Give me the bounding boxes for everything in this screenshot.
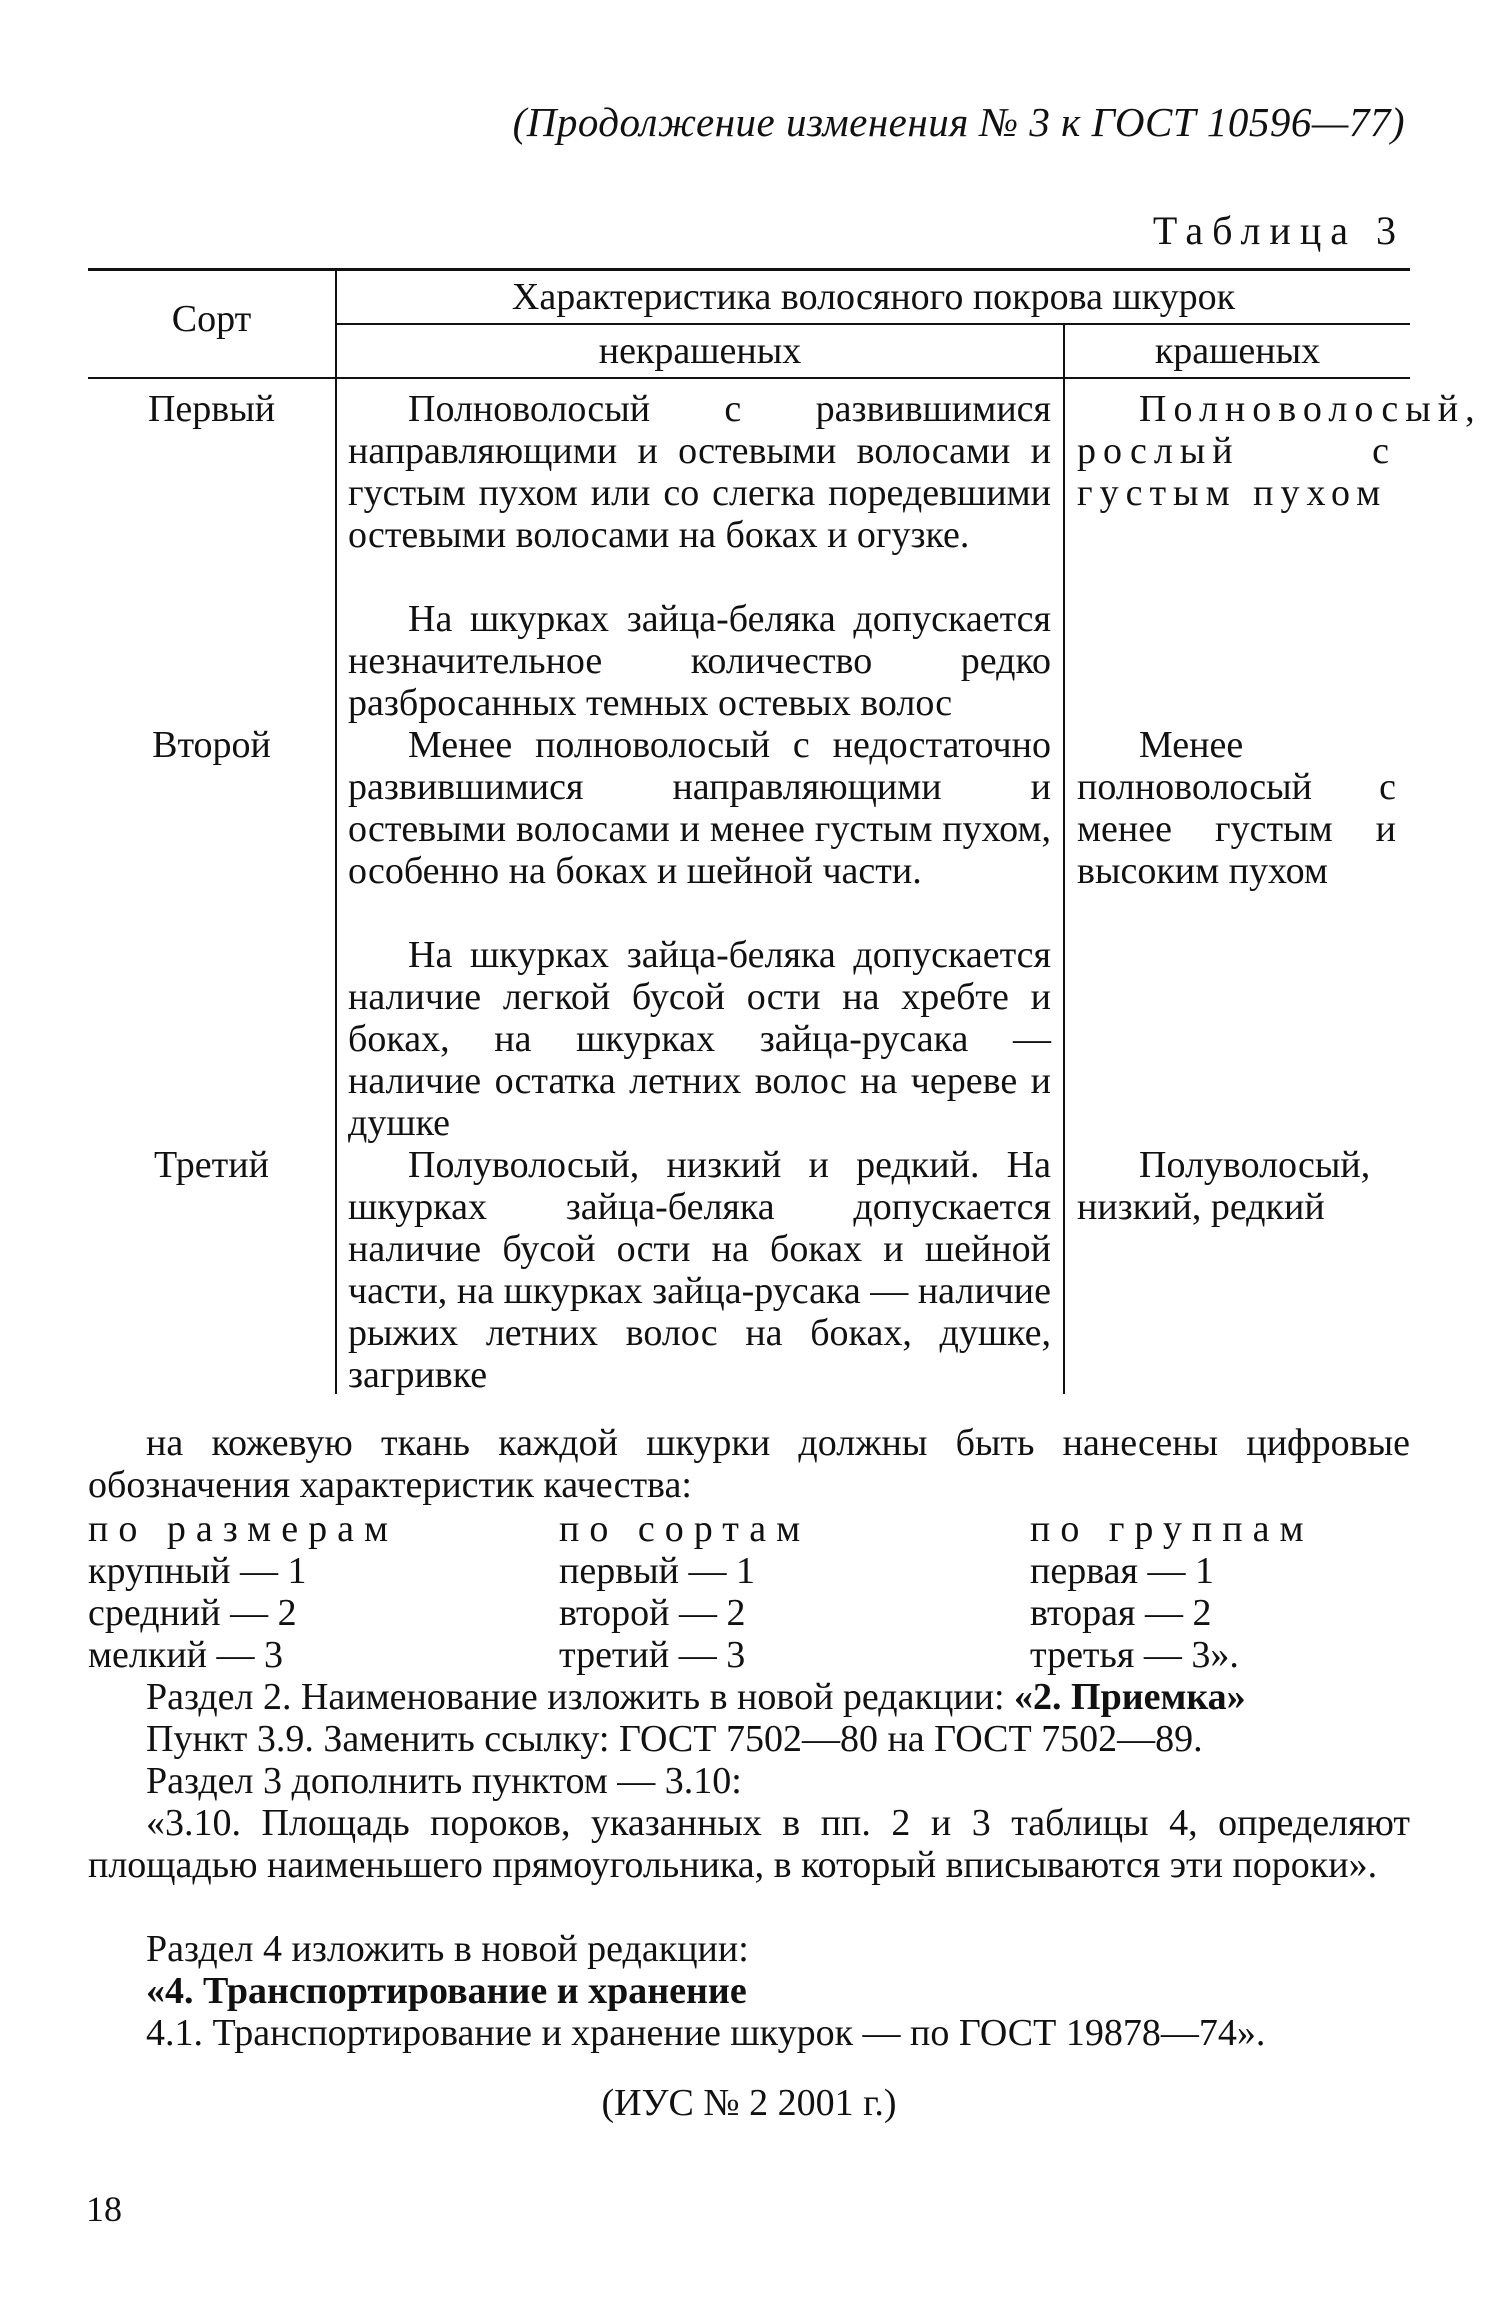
grade-first: Первый (147, 388, 276, 430)
column-divider-2 (1063, 323, 1065, 1394)
marking-grade-item: третий — 3 (559, 1634, 746, 1676)
header-dyed: крашеных (1154, 330, 1321, 372)
marking-grade-item: второй — 2 (559, 1592, 746, 1634)
undyed-second: Менее полноволосый с недостаточно развившимися направляющими и остевыми волосами и менее густым пухом, особенно на боках и шейной части. (348, 724, 1051, 892)
marking-size-item: средний — 2 (88, 1592, 297, 1634)
marking-intro: на кожевую ткань каждой шкурки должны быть нанесены цифровые обозначения характеристик качества: (88, 1422, 1410, 1506)
marking-grade-item: первый — 1 (559, 1550, 756, 1592)
marking-size-item: крупный — 1 (88, 1550, 307, 1592)
quality-table (88, 268, 1482, 1396)
undyed-first: Полноволосый с развившимися направляющими и остевыми волосами и густым пухом или со слегка поредевшими остевыми волосами на боках и огузке. (348, 388, 1051, 556)
dyed-first: Полноволосый, рослый с густым пухом (1077, 388, 1482, 514)
dyed-third: Полуволосый, низкий, редкий (1077, 1144, 1371, 1228)
undyed-first-note: На шкурках зайца-беляка допускается незначительное количество редко разбросанных темных остевых волос (348, 598, 1051, 724)
header-characteristic: Характеристика волосяного покрова шкурок (511, 276, 1236, 318)
grade-third: Третий (154, 1144, 269, 1186)
section2-title: «2. Приемка» (1014, 1676, 1246, 1718)
section4-heading: «4. Транспортирование и хранение (146, 1970, 747, 2012)
header-bottom-rule (88, 377, 1410, 379)
undyed-second-note: На шкурках зайца-беляка допускается наличие легкой бусой ости на хребте и боках, на шкурках зайца-русака — наличие остатка летних волос на череве и душке (348, 934, 1051, 1144)
running-head: (Продолжение изменения № 3 к ГОСТ 10596—77) (512, 99, 1405, 145)
item-3-9: Пункт 3.9. Заменить ссылку: ГОСТ 7502—80 на ГОСТ 7502—89. (146, 1718, 1203, 1760)
grade-second: Второй (152, 724, 271, 766)
header-middle-rule (336, 323, 1410, 325)
section2-text: Раздел 2. Наименование изложить в новой редакции: (146, 1676, 1015, 1718)
table-caption: Таблица 3 (1152, 208, 1405, 253)
dyed-second: Менее полноволосый с менее густым и высоким пухом (1077, 724, 1396, 892)
item-3-10: «3.10. Площадь пороков, указанных в пп. 2 и 3 таблицы 4, определяют площадью наименьшего прямоугольника, в который вписываются эти пороки». (88, 1802, 1410, 1886)
section3-addition: Раздел 3 дополнить пунктом — 3.10: (146, 1760, 742, 1802)
section4-new-edition: Раздел 4 изложить в новой редакции: (146, 1928, 749, 1970)
table-top-rule (88, 268, 1410, 271)
marking-group-item: вторая — 2 (1030, 1592, 1212, 1634)
marking-grade-heading: по сортам (559, 1508, 811, 1550)
marking-group-item: первая — 1 (1030, 1550, 1214, 1592)
header-grade: Сорт (171, 298, 252, 340)
marking-size-heading: по размерам (88, 1508, 399, 1550)
marking-group-heading: по группам (1030, 1508, 1314, 1550)
ius-reference: (ИУС № 2 2001 г.) (601, 2082, 897, 2124)
undyed-third: Полуволосый, низкий и редкий. На шкурках зайца-беляка допускается наличие бусой ости на боках и шейной части, на шкурках зайца-русака — наличие рыжих летних волос на боках, душке, загривке (348, 1144, 1051, 1396)
section2-paragraph (88, 1676, 1410, 1718)
marking-group-item: третья — 3». (1030, 1634, 1239, 1676)
marking-size-item: мелкий — 3 (88, 1634, 284, 1676)
item-4-1: 4.1. Транспортирование и хранение шкурок — по ГОСТ 19878—74». (146, 2012, 1266, 2054)
page-number: 18 (86, 2189, 122, 2229)
column-divider-1 (335, 268, 337, 1394)
header-undyed: некрашеных (598, 330, 802, 372)
